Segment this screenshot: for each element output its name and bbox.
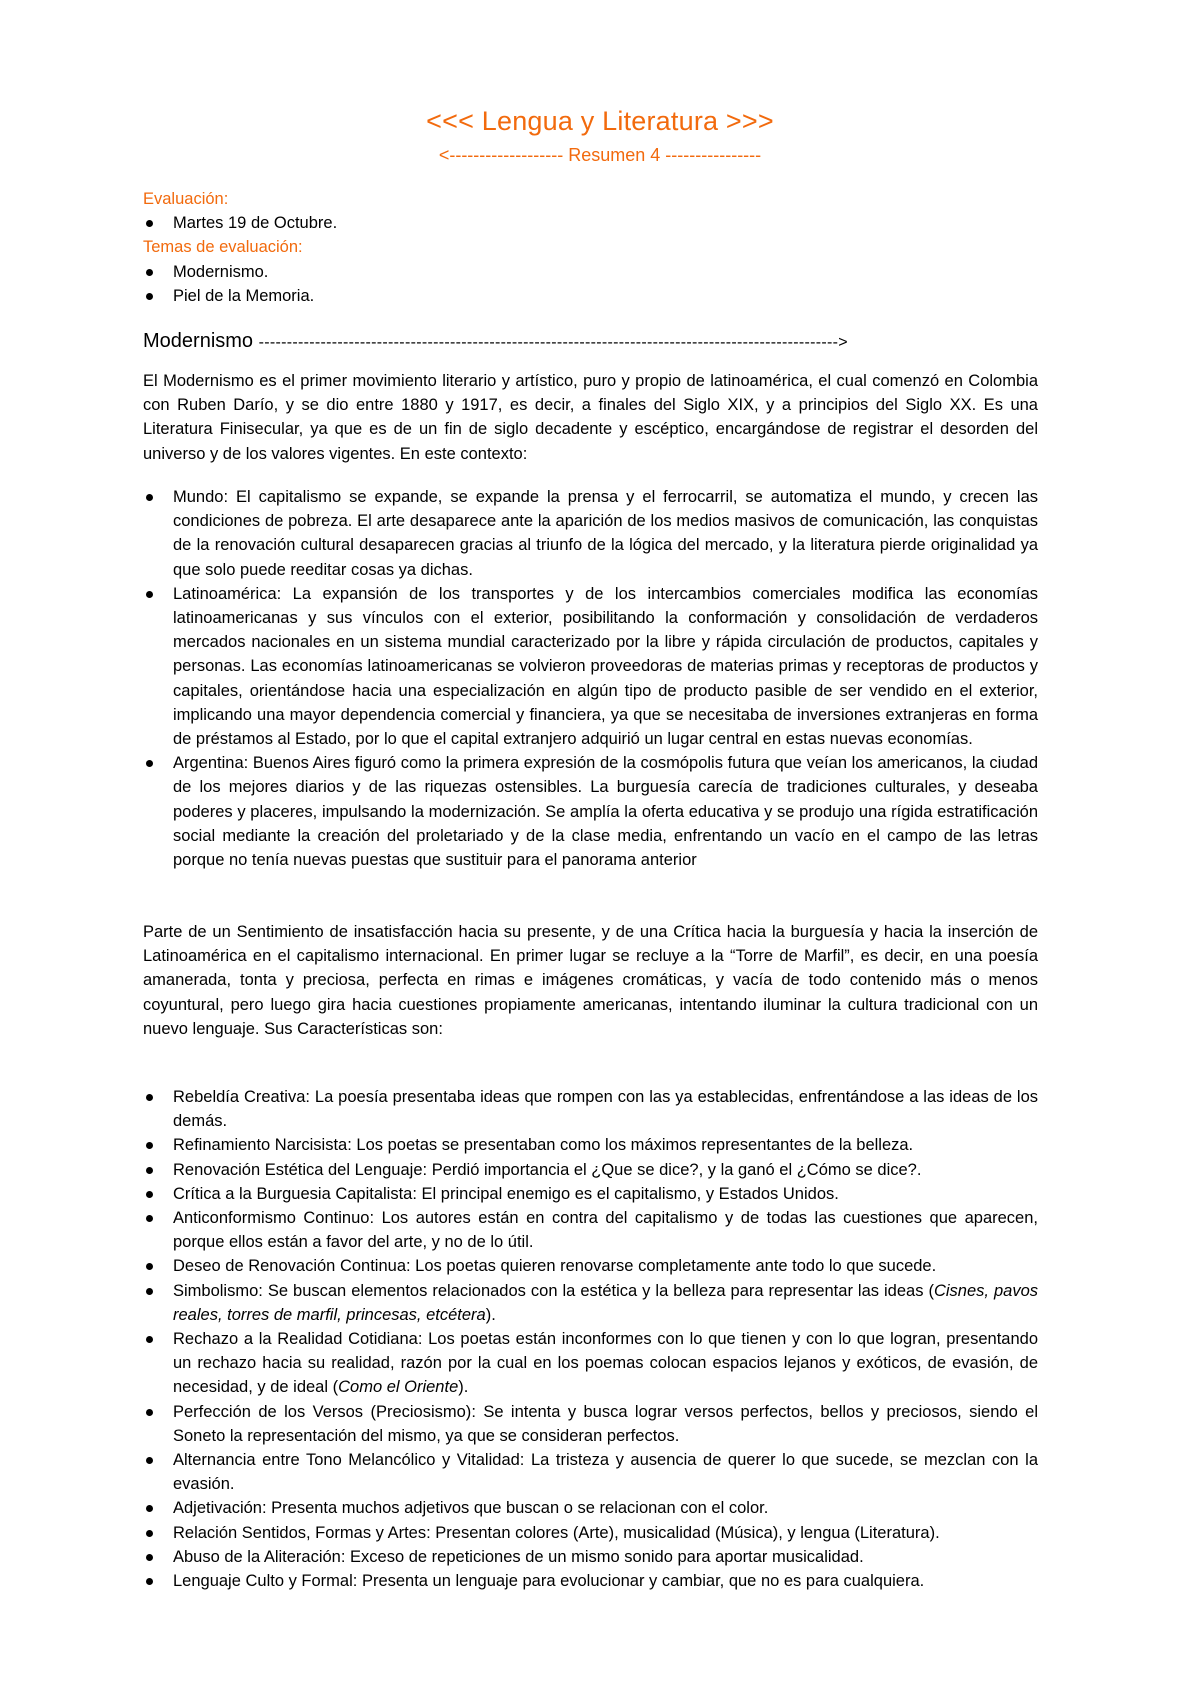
- characteristic-text: Los poetas quieren renovarse completamente ante todo lo que sucede.: [415, 1257, 937, 1276]
- characteristic-term: Refinamiento Narcisista: [173, 1136, 348, 1155]
- characteristic-text: Los autores están en contra del capitalismo y de todas las cuestiones que aparecen, porque ellos están a favor del arte, y no de lo útil.: [173, 1209, 1038, 1252]
- context-list: [143, 485, 1038, 872]
- characteristic-text: El principal enemigo es el capitalismo, y Estados Unidos.: [421, 1184, 839, 1203]
- characteristic-text: Perdió importancia el ¿Que se dice?, y la ganó el ¿Cómo se dice?.: [431, 1160, 922, 1179]
- characteristic-text: Presenta muchos adjetivos que buscan o se relacionan con el color.: [271, 1499, 769, 1518]
- characteristic-term: Alternancia entre Tono Melancólico y Vitalidad: [173, 1451, 520, 1470]
- context-item-mundo: Mundo: El capitalismo se expande, se expande la prensa y el ferrocarril, se automatiza el mundo, y crecen las condiciones de pobreza. El arte desaparece ante la aparición de los medios masivos de comunicación, las conquistas de la renovación cultural desaparecen gracias al triunfo de la lógica del mercado, y la literatura pierde originalidad ya que solo puede reeditar cosas ya dichas.: [143, 485, 1038, 582]
- characteristic-term: Crítica a la Burguesia Capitalista: [173, 1184, 413, 1203]
- context-term: Latinoamérica: [173, 584, 277, 603]
- context-term: Mundo: [173, 488, 224, 506]
- characteristic-term: Abuso de la Aliteración: [173, 1547, 341, 1566]
- characteristic-item: Renovación Estética del Lenguaje: Perdió importancia el ¿Que se dice?, y la ganó el ¿Cómo se dice?.: [143, 1158, 1038, 1182]
- characteristic-item: Anticonformismo Continuo: Los autores están en contra del capitalismo y de todas las cuestiones que aparecen, porque ellos están a favor del arte, y no de lo útil.: [143, 1206, 1038, 1254]
- characteristic-item: Crítica a la Burguesia Capitalista: El principal enemigo es el capitalismo, y Estados Unidos.: [143, 1182, 1038, 1206]
- evaluation-topics-list: [143, 260, 1038, 308]
- document-title: <<< Lengua y Literatura >>>: [426, 106, 774, 136]
- characteristic-item: Deseo de Renovación Continua: Los poetas quieren renovarse completamente ante todo lo que sucede.: [143, 1254, 1038, 1278]
- characteristic-text: Los poetas están inconformes con lo que tienen y con lo que logran, presentando un rechazo hacia su realidad, razón por la cual en los poemas colocan espacios lejanos y exóticos, de evasión, de necesidad, y de ideal (: [173, 1330, 1038, 1397]
- characteristic-item: Refinamiento Narcisista: Los poetas se presentaban como los máximos representantes de la belleza.: [143, 1133, 1038, 1157]
- characteristic-term: Deseo de Renovación Continua: [173, 1257, 406, 1276]
- characteristic-item: Rebeldía Creativa: La poesía presentaba ideas que rompen con las ya establecidas, enfrentándose a las ideas de los demás.: [143, 1085, 1038, 1133]
- characteristic-text: Se intenta y busca lograr versos perfectos, bellos y preciosos, siendo el Soneto la representación del mismo, ya que se consideran perfectos.: [173, 1402, 1039, 1445]
- section-heading: [143, 328, 1038, 356]
- characteristic-item: Lenguaje Culto y Formal: Presenta un lenguaje para evolucionar y cambiar, que no es para cualquiera.: [143, 1569, 1038, 1593]
- characteristic-item: Simbolismo: Se buscan elementos relacionados con la estética y la belleza para representar las ideas (Cisnes, pavos reales, torres de marfil, princesas, etcétera).: [143, 1279, 1038, 1327]
- characteristic-tail: ).: [458, 1378, 469, 1397]
- characteristic-term: Lenguaje Culto y Formal: [173, 1572, 353, 1591]
- characteristic-term: Rebeldía Creativa: [173, 1088, 306, 1106]
- intro-paragraph-block: [143, 369, 1038, 466]
- characteristic-text: La tristeza y ausencia de querer lo que sucede, se mezclan con la evasión.: [173, 1451, 1038, 1494]
- characteristics-list: [143, 1085, 1038, 1593]
- evaluation-topic: Piel de la Memoria.: [143, 284, 1038, 308]
- evaluation-block: [143, 187, 1038, 308]
- characteristic-term: Rechazo a la Realidad Cotidiana: [173, 1330, 418, 1349]
- context-item-argentina: Argentina: Buenos Aires figuró como la primera expresión de la cosmópolis futura que veían los americanos, la ciudad de los mejores diarios y de las riquezas ostensibles. La burguesía carecía de tradiciones culturales, y deseaba poderes y placeres, impulsando la modernización. Se amplía la oferta educativa y se produjo una rígida estratificación social mediante la creación del proletariado y de la clase media, enfrentando un vacío en el campo de las letras porque no tenía nuevas puestas que sustituir para el panorama anterior: [143, 751, 1038, 872]
- characteristic-term: Renovación Estética del Lenguaje: [173, 1160, 423, 1179]
- characteristics-intro-block: [143, 920, 1038, 1041]
- characteristic-text: Exceso de repeticiones de un mismo sonido para aportar musicalidad.: [350, 1547, 864, 1566]
- intro-paragraph: El Modernismo es el primer movimiento literario y artístico, puro y propio de latinoamérica, el cual comenzó en Colombia con Ruben Darío, y se dio entre 1880 y 1917, es decir, a finales del Siglo XIX, y a principios del Siglo XX. Es una Literatura Finisecular, ya que es de un fin de siglo decadente y escéptico, encargándose de registrar el desorden del universo y de los valores vigentes. En este contexto:: [143, 372, 1038, 463]
- section-title: Modernismo: [143, 330, 254, 352]
- characteristic-item: Adjetivación: Presenta muchos adjetivos que buscan o se relacionan con el color.: [143, 1496, 1038, 1520]
- context-item-latinoamerica: Latinoamérica: La expansión de los transportes y de los intercambios comerciales modifica las economías latinoamericanas y sus vínculos con el exterior, posibilitando la conformación y consolidación de verdaderos mercados nacionales en un sistema mundial caracterizado por la libre y rápida circulación de productos, capitales y personas. Las economías latinoamericanas se volvieron proveedoras de materias primas y receptoras de productos y capitales, orientándose hacia una especialización en algún tipo de producto pasible de ser vendido en el exterior, implicando una mayor dependencia comercial y financiera, ya que se necesitaba de inversiones extranjeras en forma de préstamos al Estado, por lo que el capital extranjero adquirió un lugar central en estas nuevas economías.: [143, 582, 1038, 751]
- evaluation-date: Martes 19 de Octubre.: [143, 211, 1038, 235]
- characteristic-term: Perfección de los Versos (Preciosismo): [173, 1402, 472, 1421]
- context-text: El capitalismo se expande, se expande la prensa y el ferrocarril, se automatiza el mundo, y crecen las condiciones de pobreza. El arte desaparece ante la aparición de los medios masivos de comunicación, las conquistas de la renovación cultural desaparecen gracias al triunfo de la lógica del mercado, y la literatura pierde originalidad ya que solo puede reeditar cosas ya dichas.: [173, 488, 1039, 579]
- section-divider: ------------------------------------------------------------------------------------------------------->: [258, 334, 848, 351]
- evaluation-topics-label: Temas de evaluación:: [143, 238, 303, 257]
- evaluation-date-list: [143, 211, 1038, 235]
- characteristic-term: Adjetivación: [173, 1499, 262, 1518]
- characteristics-block: [143, 1085, 1038, 1593]
- characteristic-text: La poesía presentaba ideas que rompen con las ya establecidas, enfrentándose a las ideas de los demás.: [173, 1088, 1039, 1131]
- context-text: Buenos Aires figuró como la primera expresión de la cosmópolis futura que veían los americanos, la ciudad de los mejores diarios y de las riquezas ostensibles. La burguesía carecía de tradiciones culturales, y deseaba poderes y placeres, impulsando la modernización. Se amplía la oferta educativa y se produjo una rígida estratificación social mediante la creación del proletariado y de la clase media, enfrentando un vacío en el campo de las letras porque no tenía nuevas puestas que sustituir para el panorama anterior: [173, 754, 1038, 870]
- characteristic-example: Como el Oriente: [338, 1378, 459, 1397]
- characteristic-text: Se buscan elementos relacionados con la estética y la belleza para representar las ideas (: [267, 1281, 934, 1300]
- characteristic-example: Cisnes, pavos reales, torres de marfil, princesas, etcétera: [173, 1281, 1038, 1324]
- characteristic-text: Presenta un lenguaje para evolucionar y cambiar, que no es para cualquiera.: [361, 1572, 925, 1591]
- characteristic-item: Perfección de los Versos (Preciosismo): Se intenta y busca lograr versos perfectos, bellos y preciosos, siendo el Soneto la representación del mismo, ya que se consideran perfectos.: [143, 1400, 1038, 1448]
- characteristics-intro: Parte de un Sentimiento de insatisfacción hacia su presente, y de una Crítica hacia la burguesía y hacia la inserción de Latinoamérica en el capitalismo internacional. En primer lugar se recluye a la “Torre de Marfil”, es decir, en una poesía amanerada, tonta y preciosa, perfecta en rimas e imágenes cromáticas, y vacía de todo contenido más o menos coyuntural, pero luego gira hacia cuestiones propiamente americanas, intentando iluminar la cultura tradicional con un nuevo lenguaje. Sus Características son:: [143, 923, 1038, 1038]
- characteristic-item: Alternancia entre Tono Melancólico y Vitalidad: La tristeza y ausencia de querer lo que sucede, se mezclan con la evasión.: [143, 1448, 1038, 1496]
- characteristic-text: Los poetas se presentaban como los máximos representantes de la belleza.: [356, 1136, 914, 1155]
- context-term: Argentina: [173, 754, 244, 773]
- characteristic-term: Simbolismo: [173, 1281, 259, 1300]
- characteristic-term: Anticonformismo Continuo: [173, 1209, 370, 1228]
- characteristic-text: Presentan colores (Arte), musicalidad (Música), y lengua (Literatura).: [435, 1523, 940, 1542]
- context-text: La expansión de los transportes y de los intercambios comerciales modifica las economías latinoamericanas y sus vínculos con el exterior, posibilitando la conformación y consolidación de verdaderos mercados nacionales en un sistema mundial caracterizado por la libre y rápida circulación de productos, capitales y personas. Las economías latinoamericanas se volvieron proveedoras de materias primas y receptoras de productos y capitales, orientándose hacia una especialización en algún tipo de producto pasible de ser vendido en el exterior, implicando una mayor dependencia comercial y financiera, ya que se necesitaba de inversiones extranjeras en forma de préstamos al Estado, por lo que el capital extranjero adquirió un lugar central en estas nuevas economías.: [173, 584, 1039, 749]
- evaluation-label: Evaluación:: [143, 190, 229, 208]
- characteristic-item: Abuso de la Aliteración: Exceso de repeticiones de un mismo sonido para aportar musicalidad.: [143, 1545, 1038, 1569]
- characteristic-term: Relación Sentidos, Formas y Artes: [173, 1523, 427, 1542]
- document-subtitle: <------------------- Resumen 4 ----------------: [438, 145, 762, 165]
- characteristic-item: Relación Sentidos, Formas y Artes: Presentan colores (Arte), musicalidad (Música), y lengua (Literatura).: [143, 1521, 1038, 1545]
- characteristic-item: Rechazo a la Realidad Cotidiana: Los poetas están inconformes con lo que tienen y con lo que logran, presentando un rechazo hacia su realidad, razón por la cual en los poemas colocan espacios lejanos y exóticos, de evasión, de necesidad, y de ideal (Como el Oriente).: [143, 1327, 1038, 1400]
- evaluation-topic: Modernismo.: [143, 260, 1038, 284]
- context-block: [143, 485, 1038, 872]
- characteristic-tail: ).: [485, 1305, 496, 1324]
